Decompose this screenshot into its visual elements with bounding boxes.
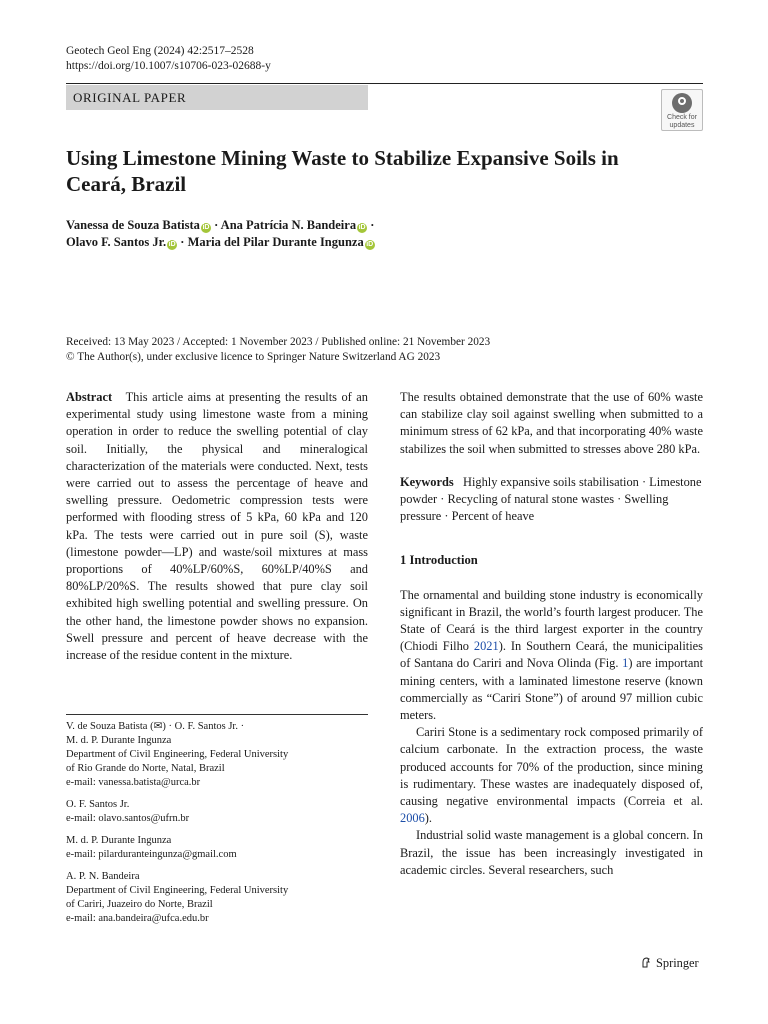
email-link[interactable]: e-mail: vanessa.batista@urca.br xyxy=(66,777,201,788)
doi-link[interactable]: https://doi.org/10.1007/s10706-023-02688-y xyxy=(66,60,271,72)
intro-paragraph-2: Cariri Stone is a sedimentary rock composed primarily of calcium carbonate. In the extraction process, the waste produced accounts for 70% of the production, since mining is rudimentary. These wastes are inadequately disposed of, causing negative environmental impacts (Correia et al. 2006). xyxy=(400,725,703,826)
journal-citation: Geotech Geol Eng (2024) 42:2517–2528 xyxy=(66,45,254,57)
abstract-label: Abstract xyxy=(66,390,113,404)
author-name[interactable]: Vanessa de Souza Batista xyxy=(66,218,200,232)
header-rule xyxy=(66,83,703,84)
affiliations xyxy=(66,720,368,934)
right-column xyxy=(400,389,703,879)
check-updates-line1: Check for xyxy=(667,114,697,121)
publisher-name: Springer xyxy=(656,956,699,970)
citation-link[interactable]: 2021 xyxy=(473,639,499,654)
citation-link[interactable]: 2006 xyxy=(400,811,425,826)
affiliation-group: A. P. N. Bandeira Department of Civil Engineering, Federal University of Cariri, Juazeiro do Norte, Brazil e-mail: ana.bandeira@ufca.edu.br xyxy=(66,870,368,926)
affiliation-group: O. F. Santos Jr. e-mail: olavo.santos@ufrn.br xyxy=(66,798,368,826)
email-link[interactable]: e-mail: pilarduranteingunza@gmail.com xyxy=(66,849,237,860)
keywords-text: Highly expansive soils stabilisation · Limestone powder · Recycling of natural stone wastes · Swelling pressure · Percent of heave xyxy=(400,474,702,524)
orcid-icon[interactable]: iD xyxy=(366,241,374,248)
left-column xyxy=(66,389,368,664)
check-updates-line2: updates xyxy=(669,121,695,129)
keywords-label: Keywords xyxy=(400,474,454,489)
intro-paragraph-1: The ornamental and building stone industry is economically significant in Brazil, the world’s fourth largest producer. The State of Ceará is the third largest exporter in the country (Chiodi Filho 2021). In Southern Ceará, the municipalities of Santana do Cariri and Nova Olinda (Fig. 1) are important mining centers, with a laminated limestone reserve (known commercially as “Cariri Stone”) of around 97 million cubic meters. xyxy=(400,587,704,723)
affiliation-group: M. d. P. Durante Ingunza e-mail: pilarduranteingunza@gmail.com xyxy=(66,834,368,862)
date-history: Received: 13 May 2023 / Accepted: 1 November 2023 / Published online: 21 November 2023 xyxy=(66,336,491,348)
author-name[interactable]: Olavo F. Santos Jr. xyxy=(66,235,167,249)
author-name[interactable]: Maria del Pilar Durante Ingunza xyxy=(187,235,364,249)
orcid-icon[interactable]: iD xyxy=(168,241,176,248)
springer-horse-icon xyxy=(641,957,651,968)
paper-title: Using Limestone Mining Waste to Stabilize Expansive Soils in Ceará, Brazil xyxy=(66,146,619,196)
intro-paragraph-3: Industrial solid waste management is a global concern. In Brazil, the issue has been increasingly investigated in academic circles. Several researchers, such xyxy=(400,828,703,877)
journal-header xyxy=(66,44,271,74)
check-for-updates-badge[interactable] xyxy=(661,89,703,131)
abstract-text: This article aims at presenting the results of an experimental study using limestone waste from a mining operation in order to reduce the swelling potential of clay soil. Initially, the physical and mineralogical characterization of the materials were conducted. Next, tests were carried out to assess the percentage of heave and swelling pressure. Oedometric compression tests were performed with flooding stress of 5 kPa, 60 kPa and 120 kPa. The tests were carried out in pure soil (S), waste (limestone powder—LP) and waste/soil mixtures at mass proportions of 40%LP/60%S, 60%LP/40%S and 80%LP/20%S. The results showed that pure clay soil exhibited high swelling potential and swelling pressure. On the other hand, the limestone powder shows no expansion. Swell pressure and percent of heave decrease with the increase of the residue content in the mixture. xyxy=(66,390,368,663)
orcid-icon[interactable]: iD xyxy=(358,224,366,231)
check-updates-icon xyxy=(672,93,692,113)
affiliation-group: V. de Souza Batista (✉) · O. F. Santos Jr. · M. d. P. Durante Ingunza Department of Civil Engineering, Federal University of Rio Grande do Norte, Natal, Brazil e-mail: vanessa.batista@urca.br xyxy=(66,720,368,790)
orcid-icon[interactable]: iD xyxy=(202,224,210,231)
author-name[interactable]: Ana Patrícia N. Bandeira xyxy=(220,218,357,232)
publication-dates xyxy=(66,335,703,364)
author-list: Vanessa de Souza Batista iD · Ana Patrícia N. Bandeira iD · Olavo F. Santos Jr. iD · Maria del Pilar Durante Ingunza iD xyxy=(66,218,375,249)
publisher-logo xyxy=(641,955,699,971)
affiliation-rule xyxy=(66,714,368,715)
abstract-paragraph xyxy=(66,389,368,664)
article-type-banner: ORIGINAL PAPER xyxy=(66,85,368,110)
abstract-continued: The results obtained demonstrate that the use of 60% waste can stabilize clay soil against swelling when submitted to a minimum stress of 62 kPa, and that incorporating 40% waste stabilizes the soil when submitted to stresses above 280 kPa. xyxy=(400,390,703,456)
email-link[interactable]: e-mail: olavo.santos@ufrn.br xyxy=(66,813,190,824)
email-link[interactable]: e-mail: ana.bandeira@ufca.edu.br xyxy=(66,913,209,924)
keywords-paragraph xyxy=(400,474,703,526)
section-heading-introduction: 1 Introduction xyxy=(400,553,478,568)
copyright-line: © The Author(s), under exclusive licence to Springer Nature Switzerland AG 2023 xyxy=(66,350,441,363)
figure-link[interactable]: 1 xyxy=(622,656,629,671)
